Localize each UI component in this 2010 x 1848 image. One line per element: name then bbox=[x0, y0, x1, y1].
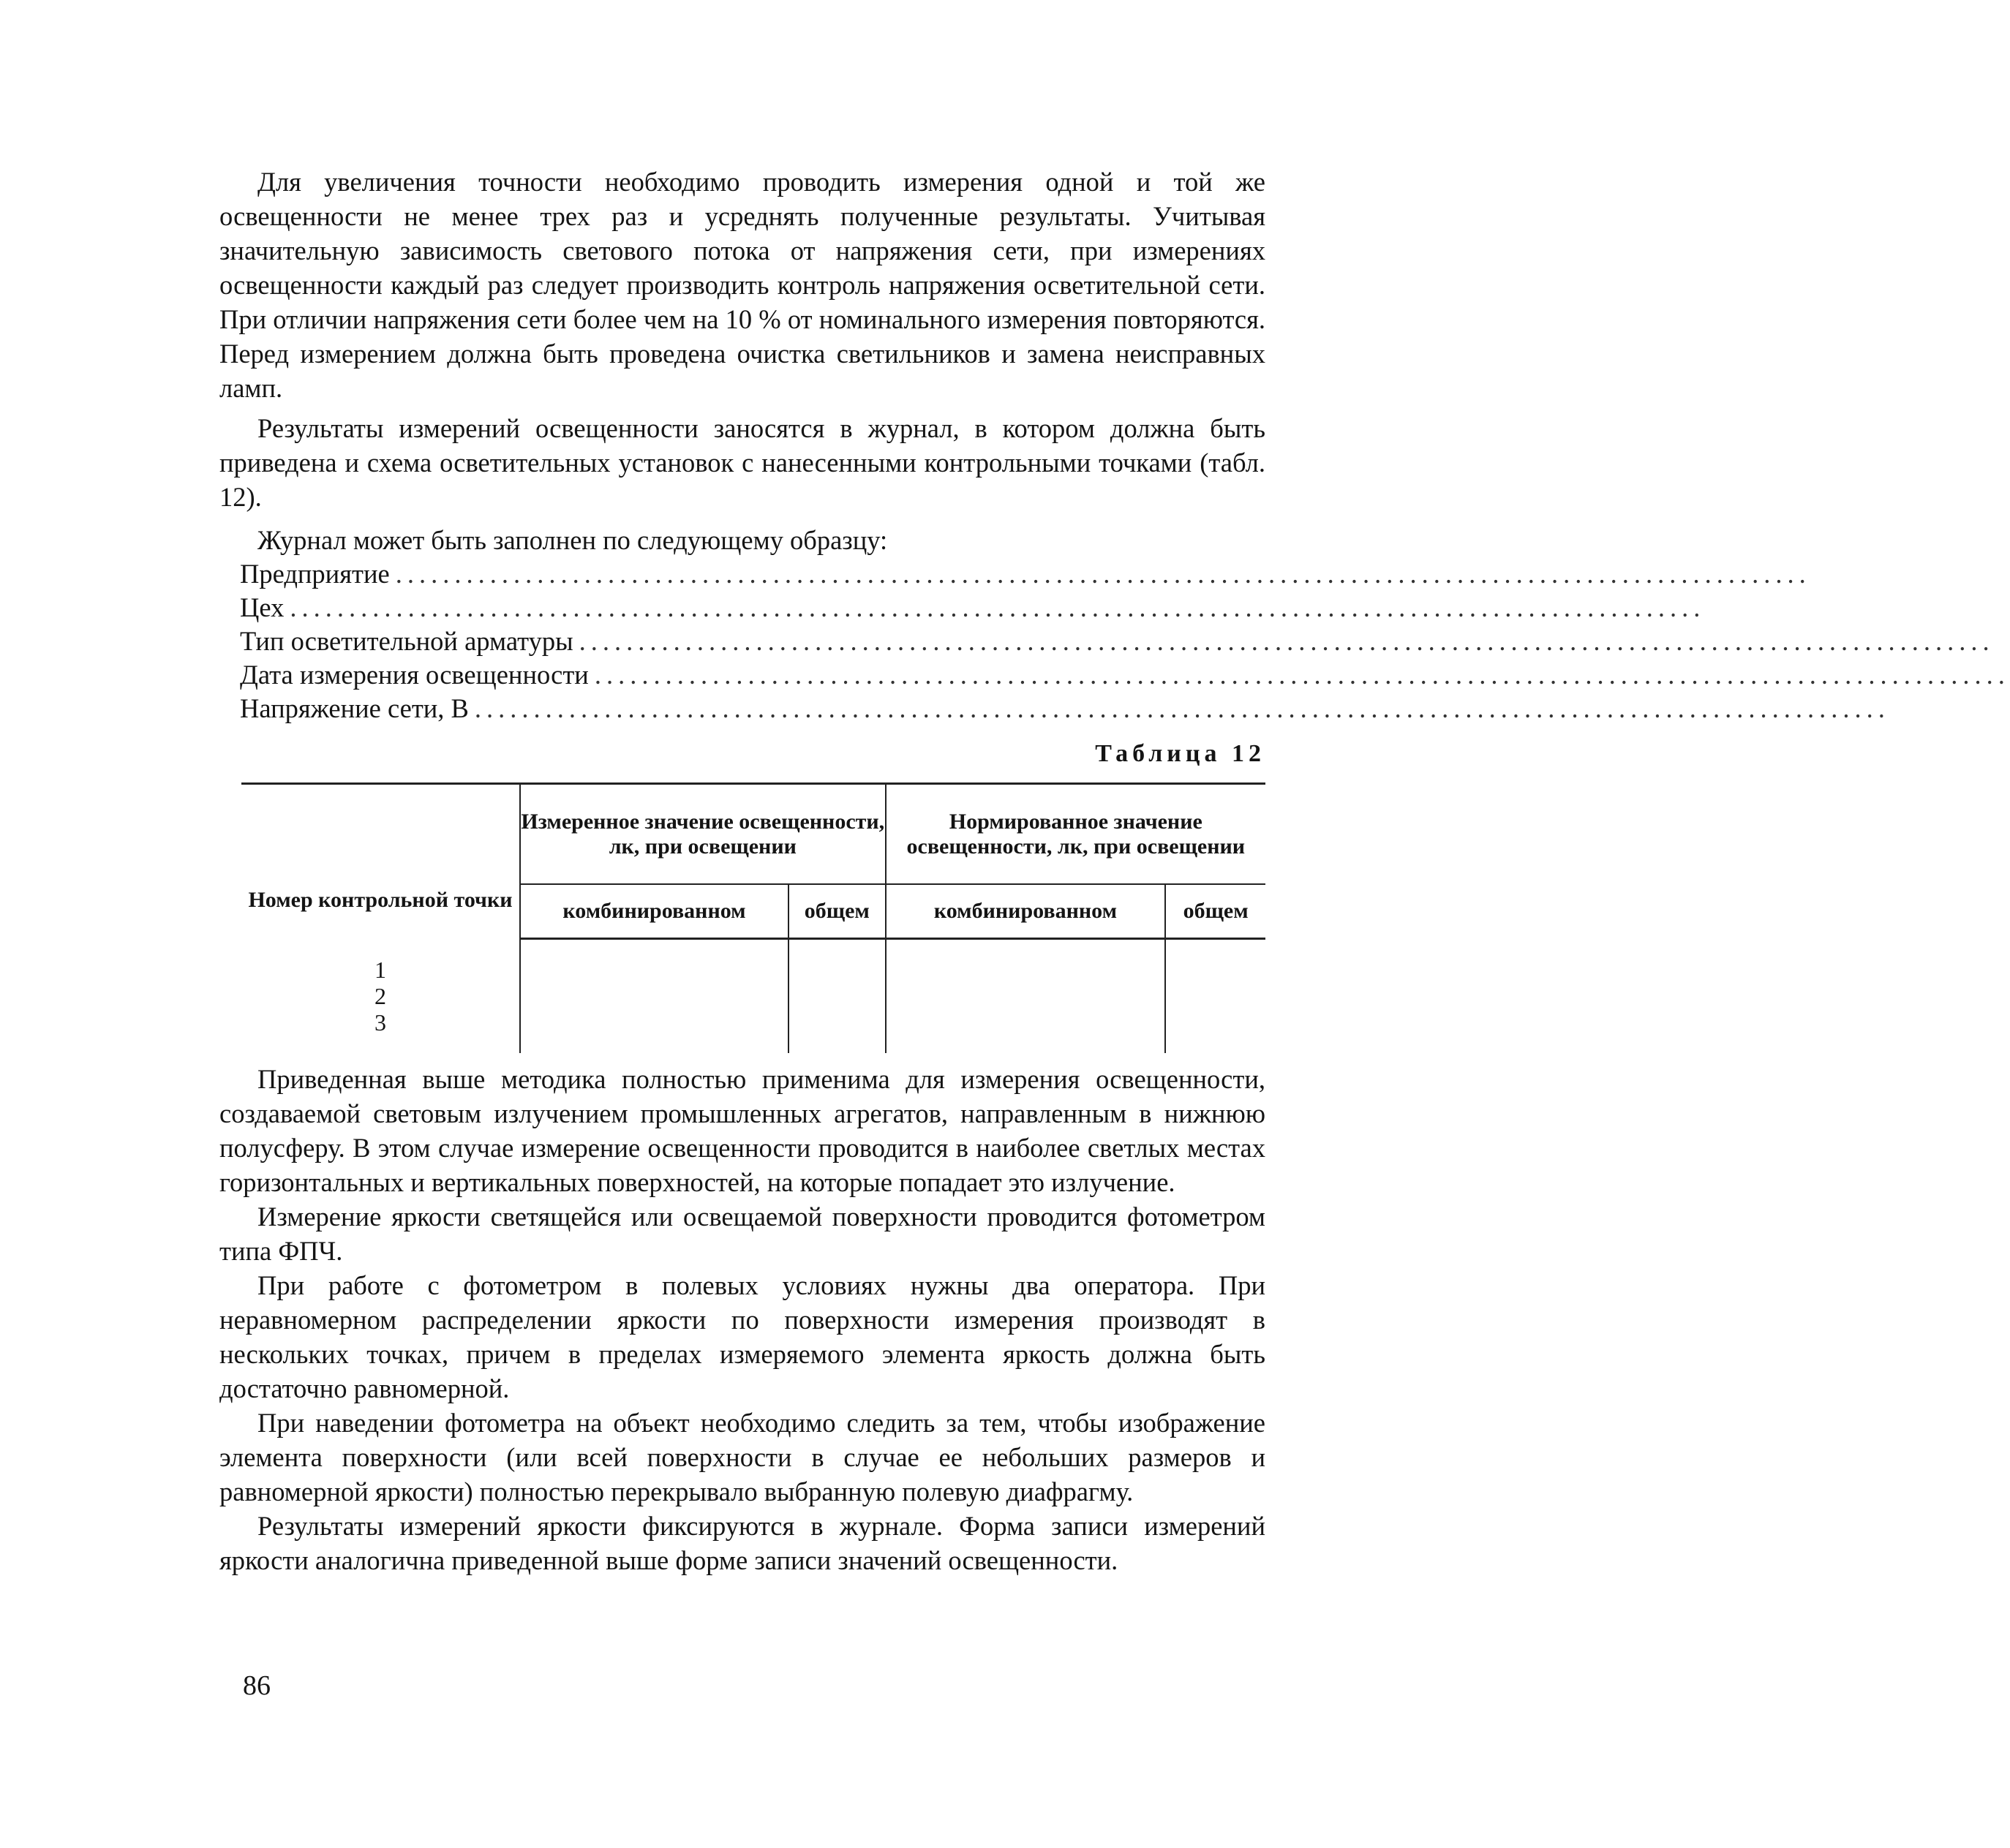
dot-leader: ........................................................................................................................ bbox=[474, 693, 1890, 723]
dot-leader: ........................................................................................................................ bbox=[594, 660, 2010, 690]
form-line-workshop bbox=[219, 591, 1706, 625]
paragraph: При работе с фотометром в полевых условиях нужны два оператора. При неравномерном распределении яркости по поверхности измерения производят в нескольких точках, причем в пределах измеряемого элемента яркость должна быть достаточно равномерной. bbox=[219, 1270, 1265, 1403]
form-line-label: Дата измерения освещенности bbox=[240, 660, 589, 690]
point-number: 2 bbox=[374, 982, 386, 1009]
paragraph: Измерение яркости светящейся или освещаемой поверхности проводится фотометром типа ФПЧ. bbox=[219, 1202, 1265, 1266]
subheader-normed-general: общем bbox=[1165, 884, 1265, 939]
empty-cell bbox=[1165, 939, 1265, 1054]
column-group-normed: Нормированное значение освещенности, лк, при освещении bbox=[886, 784, 1265, 885]
form-line-label: Цех bbox=[240, 592, 285, 622]
form-line-fixture-type bbox=[219, 625, 1995, 658]
journal-form bbox=[219, 557, 2010, 725]
subheader-measured-general: общем bbox=[788, 884, 886, 939]
paragraph: При наведении фотометра на объект необходимо следить за тем, чтобы изображение элемента поверхности (или всей поверхности в случае ее небольших размеров и равномерной яркости) полностью перекрывало выбранную полевую диафрагму. bbox=[219, 1408, 1265, 1506]
dot-leader: ........................................................................................................................ bbox=[395, 559, 1811, 589]
point-number: 3 bbox=[374, 1008, 386, 1036]
form-line-label: Предприятие bbox=[240, 559, 390, 589]
paragraph: Приведенная выше методика полностью применима для измерения освещенности, создаваемой световым излучением промышленных агрегатов, направленным в нижнюю полусферу. В этом случае измерение освещенности проводится в наиболее светлых местах горизонтальных и вертикальных поверхностей, на которые попадает это излучение. bbox=[219, 1064, 1265, 1197]
form-line-enterprise bbox=[219, 557, 1811, 591]
table-row bbox=[241, 939, 1265, 1054]
empty-cell bbox=[886, 939, 1166, 1054]
paragraph: Результаты измерений освещенности заносятся в журнал, в котором должна быть приведена и схема осветительных установок с нанесенными контрольными точками (табл. 12). bbox=[219, 413, 1265, 512]
subheader-measured-combined: комбинированном bbox=[520, 884, 788, 939]
subheader-normed-combined: комбинированном bbox=[886, 884, 1166, 939]
paragraph: Результаты измерений яркости фиксируются в журнале. Форма записи измерений яркости аналогична приведенной выше форме записи значений освещенности. bbox=[219, 1511, 1265, 1575]
form-intro: Журнал может быть заполнен по следующему образцу: bbox=[257, 525, 888, 555]
page-body bbox=[219, 165, 2010, 1577]
page-number: 86 bbox=[243, 1670, 271, 1701]
table-caption: Таблица 12 bbox=[1095, 740, 1265, 767]
dot-leader: ........................................................................................................................ bbox=[579, 626, 1995, 656]
measurement-table bbox=[241, 782, 1265, 1053]
empty-cell bbox=[520, 939, 788, 1054]
column-header-point-number: Номер контрольной точки bbox=[241, 784, 520, 939]
point-number-cell bbox=[241, 939, 520, 1054]
dot-leader: ........................................................................................................................ bbox=[290, 592, 1706, 622]
form-line-measure-date bbox=[219, 658, 2010, 692]
form-line-voltage bbox=[219, 692, 1890, 725]
paragraph: Для увеличения точности необходимо проводить измерения одной и той же освещенности не менее трех раз и усреднять полученные результаты. Учитывая значительную зависимость светового потока от напряжения сети, при измерениях освещенности каждый раз следует производить контроль напряжения осветительной сети. При отличии напряжения сети более чем на 10 % от номинального измерения повторяются. Перед измерением должна быть проведена очистка светильников и замена неисправных ламп. bbox=[219, 167, 1265, 403]
form-line-label: Напряжение сети, В bbox=[240, 693, 469, 723]
form-line-label: Тип осветительной арматуры bbox=[240, 626, 573, 656]
column-group-measured: Измеренное значение освещенности, лк, при освещении bbox=[520, 784, 886, 885]
point-number: 1 bbox=[374, 956, 386, 983]
empty-cell bbox=[788, 939, 886, 1054]
